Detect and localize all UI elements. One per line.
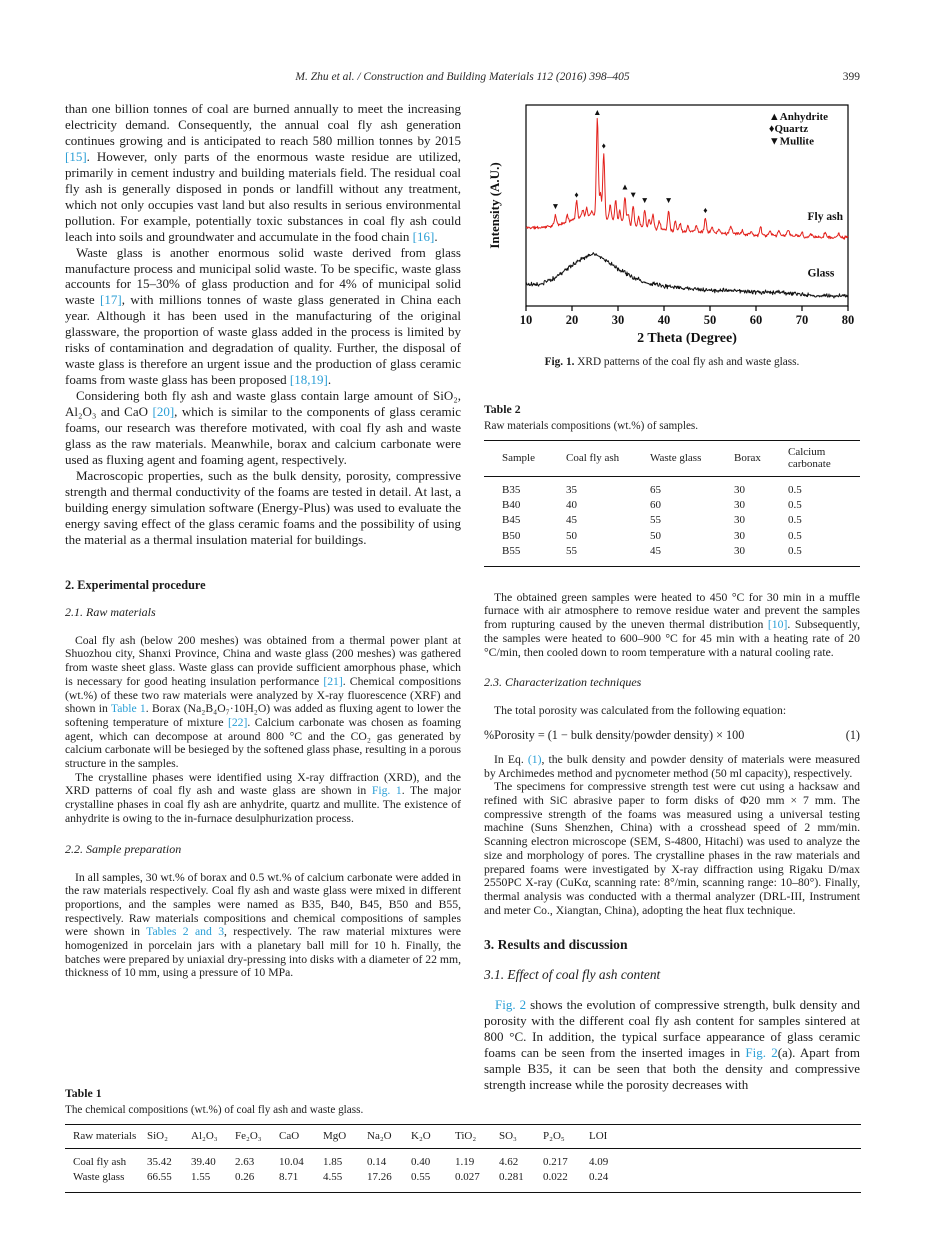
peak-marker: ♦ [703,204,708,215]
peak-marker: ▼ [551,201,560,212]
xrd-chart [484,100,860,346]
citation-link[interactable]: [17] [100,292,122,308]
table-cell: 45 [566,514,577,527]
section-heading-results: 3. Results and discussion [484,937,628,953]
table-cell: 30 [734,514,745,527]
journal-citation: M. Zhu et al. / Construction and Building Materials 112 (2016) 398–405 [295,71,630,83]
left-column [65,101,461,980]
table-cell: 0.55 [411,1171,431,1184]
table-cell: 0.217 [543,1156,568,1168]
paragraph-density-measurement [484,753,860,780]
table-cell: 0.5 [788,514,802,527]
text-segment: The obtained green samples were heated to 450 °C for 30 min in a muffle furnace with air atmosphere to remove residue water and prevent the samples from rupturing caused by the uneven thermal distribution [484,590,860,632]
peak-marker: ▼ [664,195,673,206]
text-segment: The specimens for compressive strength test were cut using a hacksaw and refined with SiC abrasive paper to form disks of Φ20 mm × 7 mm. The compressive strength of the foams was measured using a universal testing machine (Suns Shenzhen, China) with a crosshead speed of 2 mm/min. Scanning electron microscope (SEM, S-4800, Hitachi) was used to analyze the size and morphology of pores. The crystalline phases in the raw materials and prepared foams were investigated by X-ray diffraction using Rigaku D/max 2550PC X-ray (CuKα, scanning rate: 8°/min, scanning range: 10–80°). Finally, thermal analysis was conducted with a thermal analyzer (DRL-III, Instrument and meter Co., Xiangtan, China), adopting the heat flux technique. [484,780,860,917]
table-1 [65,1124,861,1193]
column-header: LOI [589,1130,608,1142]
table-cell: 2.63 [235,1156,255,1168]
table-1-label: Table 1 [65,1086,102,1100]
paragraph-porosity-intro [484,704,860,718]
subsection-heading-sample-preparation: 2.2. Sample preparation [65,841,182,856]
table-cell: 35 [566,484,577,496]
text-segment: . However, only parts of the enormous waste residue are utilized, primarily in cement industry and building materials field. The residual coal fly ash is generally disposed in ponds or landfill without any treatment, which not only occupies vast land but also results in serious environmental pollution. For example, potentially toxic substances in coal fly ash could leach into soils and groundwater and accumulate in the food chain [65,148,461,244]
text-segment: , with millions tonnes of waste glass generated in China each year. Although it has been used in the manufacturing of the original glassware, the proportion of waste glass added in the process is limited by risks of contamination and degradation of quality. Further, the disposal of waste glass is therefore an urgent issue and the production of glass ceramic foams from waste glass has been proposed [65,292,461,388]
citation-link[interactable]: [15] [65,148,87,164]
paragraph-results-1 [484,997,860,1093]
table-cell: B50 [502,529,521,542]
citation-link[interactable]: [18,19] [289,372,328,388]
text-segment: Coal fly ash (below 200 meshes) was obtained from a thermal power plant at Shuozhou city, Shanxi Province, China and waste glass (200 meshes) was gathered from waste sheet glass. Waste glass can provide sufficient amorphous phase, which is necessary for good heating insulation performance [65,633,461,688]
table-cell: 4.62 [499,1156,519,1168]
paragraph-raw-materials-1 [65,634,461,771]
text-segment: . Borax (Na₂B₄O₇·10H₂O) was added as fluxing agent to lower the softening temperature of mixture [65,702,461,729]
figure-1-xrd [484,100,860,368]
text-segment: . [327,372,332,388]
x-tick-label: 80 [841,313,855,327]
table-cell: 1.55 [191,1171,211,1184]
table-row [65,1170,861,1193]
table-2-caption: Raw materials compositions (wt.%) of samples. [484,420,699,432]
text-segment: . [434,228,438,244]
page-number: 399 [842,71,860,83]
legend-item: ▼Mullite [768,135,814,148]
equation-1-number: (1) [845,727,860,742]
text-segment: . Subsequently, the samples were heated to 600–900 °C for 45 min with a heating rate of 20 °C/min, then cooled down to room temperature with a natural cooling rate. [484,618,860,659]
text-segment: Waste glass is another enormous solid waste derived from glass manufacture process and municipal solid waste. To be specific, waste glass accounts for 15–30% of glass production and for 4% of municipal solid waste [65,244,461,308]
table-cell: 0.022 [543,1171,568,1184]
peak-marker: ▼ [628,189,638,200]
text-segment: The total porosity was calculated from the following equation: [494,704,787,718]
text-segment: . Calcium carbonate was chosen as foaming agent, which can decompose at around 800 °C and the CO₂ gas generated by calcium carbonate will be besieged by the softened glass phase, resulting in a porous structure in the samples. [65,715,461,771]
paragraph-intro-4 [65,468,461,548]
table-cell: 0.14 [367,1156,387,1168]
table-row [65,1149,861,1170]
column-header: Calcium carbonate [788,446,831,470]
table-cell: 30 [734,529,745,542]
peak-marker: ▲ [593,106,602,117]
citation-link[interactable]: [16] [412,228,435,244]
x-axis-label: 2 Theta (Degree) [637,331,737,346]
peak-marker: ♦ [601,140,606,151]
table-cell: 30 [734,484,745,496]
table-row [484,498,860,513]
text-segment: In Eq. [494,752,528,766]
table-2-header-row [484,441,860,477]
table-cell: 0.5 [788,499,802,512]
subsection-heading-raw-materials: 2.1. Raw materials [65,604,156,619]
table-cell: Waste glass [73,1171,125,1184]
column-header: TiO₂ [455,1130,477,1142]
peak-marker: ▼ [640,195,649,206]
table-cell: 30 [734,544,745,557]
figure-1-caption-label: Fig. 1. [544,356,575,368]
table-cell: 10.04 [279,1156,304,1168]
paragraph-intro-3 [65,388,461,468]
table-cell: 4.55 [323,1171,343,1184]
column-header: K₂O [411,1130,431,1142]
column-header: Na₂O [367,1130,392,1142]
text-segment: . Chemical compositions (wt.%) of these two raw materials were analyzed by X-ray fluorescence (XRF) and shown in [65,674,461,716]
series-label: Glass [807,267,835,280]
paragraph-heat-treatment [484,591,860,660]
text-segment: Considering both fly ash and waste glass contain large amount of SiO₂, Al₂O₃ and CaO [65,388,461,420]
table-cell: Coal fly ash [73,1156,127,1168]
citation-link[interactable]: [22] [227,715,248,729]
table-cell: 17.26 [367,1171,392,1184]
paragraph-intro-1 [65,101,461,245]
table-cell: 4.09 [589,1156,609,1168]
table-1-header-row [65,1125,861,1149]
table-cell: B35 [502,484,521,496]
paragraph-intro-2 [65,245,461,389]
table-cell: 35.42 [147,1156,172,1168]
citation-link[interactable]: Tables 2 and 3 [146,925,225,939]
text-segment: than one billion tonnes of coal are burned annually to meet the increasing electricity demand. Consequently, the annual coal fly ash generation continues growing and is anticipated to reach 580 million tonnes by 2015 [65,101,461,148]
x-tick-label: 30 [611,313,625,327]
citation-link[interactable]: [21] [323,674,343,688]
table-cell: 55 [650,514,661,527]
series-label: Fly ash [807,210,843,223]
figure-1-caption [484,356,860,368]
paragraph-raw-materials-2 [65,771,461,826]
table-2-label: Table 2 [484,402,521,416]
citation-link[interactable]: [20] [152,404,175,420]
x-tick-label: 20 [565,313,579,327]
table-cell: B45 [502,514,521,527]
text-segment: Macroscopic properties, such as the bulk density, porosity, compressive strength and thermal conductivity of the foams are tested in detail. At last, a building energy simulation software (Energy-Plus) was used to evaluate the energy saving effect of the glass ceramic foams and the possibility of using the material as a thermal insulation material for buildings. [65,467,461,547]
table-cell: 50 [566,529,577,542]
paragraph-instruments [484,780,860,917]
table-row [484,477,860,498]
y-axis-label: Intensity (A.U.) [487,162,502,249]
column-header: SiO₂ [147,1130,168,1142]
table-cell: 1.19 [455,1156,475,1168]
paragraph-sample-preparation [65,871,461,981]
column-header: Waste glass [650,452,702,464]
table-cell: 0.027 [455,1171,480,1184]
figure-1-caption-text: XRD patterns of the coal fly ash and waste glass. [574,356,800,368]
citation-link[interactable]: Fig. 2 [495,997,527,1013]
text-segment: shows the evolution of compressive strength, bulk density and porosity with the different coal fly ash content for samples sintered at 800 °C. In addition, the typical surface appearance of glass ceramic foams can be seen from the inserted images in [484,997,861,1061]
citation-link[interactable]: Fig. 1 [371,784,402,798]
column-header: Borax [734,452,761,464]
table-cell: 0.26 [235,1171,255,1184]
column-header: Fe₂O₃ [235,1130,262,1142]
text-segment: , the bulk density and powder density of materials were measured by Archimedes method and pycnometer method (50 ml capacity), respectively. [484,752,860,780]
column-header: CaO [279,1130,300,1142]
x-tick-label: 50 [703,313,717,327]
table-cell: 66.55 [147,1171,172,1184]
column-header: Raw materials [73,1130,137,1142]
table-cell: 55 [566,544,577,557]
table-2 [484,440,860,567]
subsection-heading-characterization: 2.3. Characterization techniques [484,675,642,690]
peak-marker: ▲ [620,181,630,192]
text-segment: , respectively. The raw material mixtures were homogenized in porcelain jars with a planetary ball mill for 10 h. Finally, the batches were prepared by uniaxial dry-pressing into disks with a diameter of 22 mm, thickness of 10 mm, using a pressure of 10 MPa. [65,925,461,980]
x-tick-label: 70 [795,313,809,327]
column-header: Coal fly ash [566,452,620,464]
table-row [484,528,860,543]
table-cell: 0.5 [788,484,802,496]
table-2-block [484,402,860,567]
running-header [65,71,860,83]
table-cell: 0.281 [499,1171,524,1184]
x-tick-label: 60 [749,313,763,327]
table-cell: 0.24 [589,1171,609,1184]
table-cell: 1.85 [323,1156,343,1168]
table-cell: 0.40 [411,1156,431,1168]
legend-item: ♦Quartz [768,123,809,136]
table-cell: 60 [650,499,661,512]
citation-link[interactable]: [10] [767,618,788,632]
column-header: MgO [323,1130,347,1142]
table-cell: 39.40 [191,1156,216,1168]
x-tick-label: 10 [519,313,533,327]
table-row [484,513,860,528]
right-column [484,100,860,1093]
citation-link[interactable]: Table 1 [110,702,146,716]
table-row [484,543,860,566]
table-cell: 0.5 [788,529,802,542]
text-segment: The crystalline phases were identified using X-ray diffraction (XRD), and the XRD patterns of coal fly ash and waste glass are shown in [65,770,461,798]
table-cell: 40 [566,499,577,512]
text-segment: (a). Apart from sample B35, it can be seen that both the density and compressive strength increase while the porosity decreases with [484,1045,860,1093]
table-cell: 45 [650,544,661,557]
legend-item: ▲Anhydrite [768,110,829,123]
table-1-block [65,1086,861,1193]
citation-link[interactable]: (1) [527,752,542,766]
citation-link[interactable]: Fig. 2 [745,1045,778,1061]
table-cell: 30 [734,499,745,512]
series-glass [526,253,848,298]
equation-1 [484,728,860,743]
text-segment: , which is similar to the components of glass ceramic foams, our research was therefore motivated, with coal fly ash and waste glass as the raw materials. Meanwhile, borax and calcium carbonate were used as fluxing agent and foaming agent, respectively. [65,404,461,467]
table-1-caption: The chemical compositions (wt.%) of coal fly ash and waste glass. [65,1104,364,1116]
text-segment: In all samples, 30 wt.% of borax and 0.5 wt.% of calcium carbonate were added in the raw materials respectively. Coal fly ash and waste glass were mixed in different proportions, and the samples were named as B35, B40, B45, B50 and B55, respectively. Raw materials compositions and chemical compositions of samples were shown in [65,870,461,939]
table-cell: 8.71 [279,1171,299,1184]
peak-marker: ♦ [574,189,579,200]
column-header: P₂O₅ [543,1130,565,1142]
table-cell: 65 [650,484,661,496]
column-header: SO₃ [499,1130,517,1142]
table-cell: B55 [502,544,521,557]
equation-1-body: %Porosity = (1 − bulk density/powder density) × 100 [484,727,745,742]
text-segment: . The major crystalline phases in coal fly ash are anhydrite, quartz and mullite. The existence of anhydrite is owing to the in-furnace desulphurization process. [65,784,461,825]
table-cell: 0.5 [788,544,802,557]
section-heading-experimental: 2. Experimental procedure [65,577,206,592]
column-header: Al₂O₃ [191,1130,218,1142]
table-cell: 50 [650,529,661,542]
table-cell: B40 [502,499,521,512]
subsection-heading-fly-ash-content: 3.1. Effect of coal fly ash content [484,967,661,983]
x-tick-label: 40 [657,313,671,327]
column-header: Sample [502,452,535,464]
